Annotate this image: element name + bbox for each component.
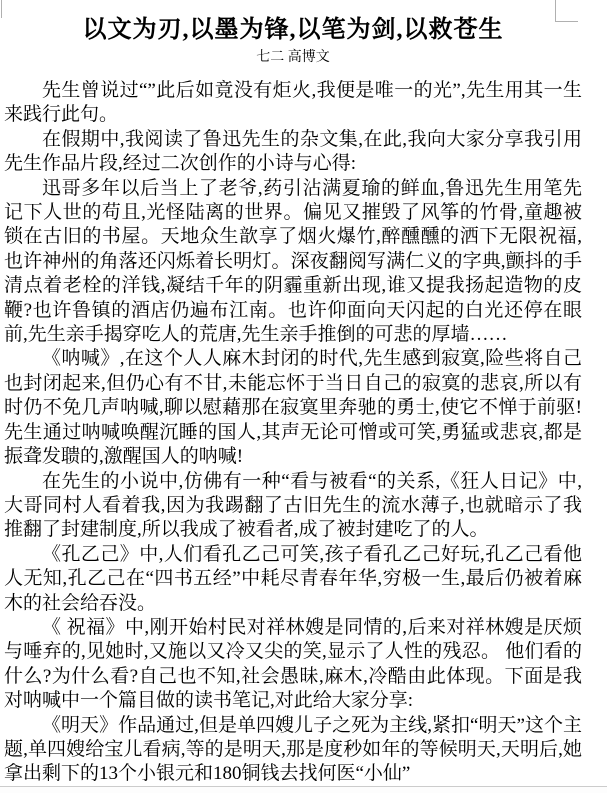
paragraph-poem-recreation: 迅哥多年以后当上了老爷,药引沾满夏瑜的鲜血,鲁迅先生用笔先记下人世的苟且,光怪陆离的世界。偏见又摧毁了风筝的竹骨,童趣被锁在古旧的书屋。天地众生歆享了烟火爆竹,醉醺醺的洒下无限祝福,也许神州的角落还闪烁着长明灯。深夜翻阅写满仁义的字典,颤抖的手清点着老栓的洋钱,凝结千年的阴霾重新出现,谁又提我扬起造物的皮鞭?也许鲁镇的酒店仍遍布江南。也许仰面向天闪起的白光还停在眼前,先生亲手揭穿吃人的荒唐,先生亲手推倒的可悲的厚墙…… xyxy=(4,177,582,346)
paragraph-kongyiji: 《孔乙己》中,人们看孔乙己可笑,孩子看孔乙己好玩,孔乙己看他人无知,孔乙己在“四书五经”中耗尽青春年华,穷极一生,最后仍被着麻木的社会给吞没。 xyxy=(4,543,582,614)
paragraph-mingtian: 《明天》作品通过,但是单四嫂儿子之死为主线,紧扣“明天”这个主题,单四嫂给宝儿看病,等的是明天,那是度秒如年的等候明天,天明后,她拿出剩下的13个小银元和180铜钱去找何医“小仙” xyxy=(4,714,582,785)
paragraph-kuangren-riji: 在先生的小说中,仿佛有一种“看与被看“的关系,《狂人日记》中,大哥同村人看着我,因为我踢翻了古旧先生的流水薄子,也就暗示了我推翻了封建制度,所以我成了被看者,成了被封建吃了的人。 xyxy=(4,470,582,541)
document-content xyxy=(4,14,582,786)
crop-mark-top-right-horizontal xyxy=(555,21,578,22)
document-title: 以文为刃,以墨为锋,以笔为剑,以救苍生 xyxy=(82,17,504,43)
crop-mark-top-left xyxy=(1,0,2,18)
paragraph-quote-intro: 先生曾说过“”此后如竟没有炬火,我便是唯一的光”,先生用其一生来践行此句。 xyxy=(4,80,582,126)
paragraph-zhufu: 《 祝福》中,刚开始村民对祥林嫂是同情的,后来对祥林嫂是厌烦与唾弃的,见她时,又施以又冷又尖的笑,显示了人性的残忍。 他们看的什么?为什么看?自己也不知,社会愚昧,麻木,冷酷由此体现。下面是我对呐喊中一个篇目做的读书笔记,对此给大家分享: xyxy=(4,616,582,712)
document-body xyxy=(4,79,582,786)
document-author: 七二 高博文 xyxy=(256,50,330,65)
crop-mark-top-right-vertical xyxy=(555,0,556,22)
page-bottom-gutter xyxy=(0,787,607,793)
paragraph-holiday-reading: 在假期中,我阅读了鲁迅先生的杂文集,在此,我向大家分享我引用先生作品片段,经过二次创作的小诗与心得: xyxy=(4,128,582,175)
paragraph-nahan: 《呐喊》,在这个人人麻木封闭的时代,先生感到寂寞,险些将自己也封闭起来,但仍心有不甘,未能忘怀于当日自己的寂寞的悲哀,所以有时仍不免几声呐喊,聊以慰藉那在寂寞里奔驰的勇士,使它不惮于前驱!先生通过呐喊唤醒沉睡的国人,其声无论可憎或可笑,勇猛或悲哀,都是振聋发聩的,激醒国人的呐喊! xyxy=(4,348,582,468)
